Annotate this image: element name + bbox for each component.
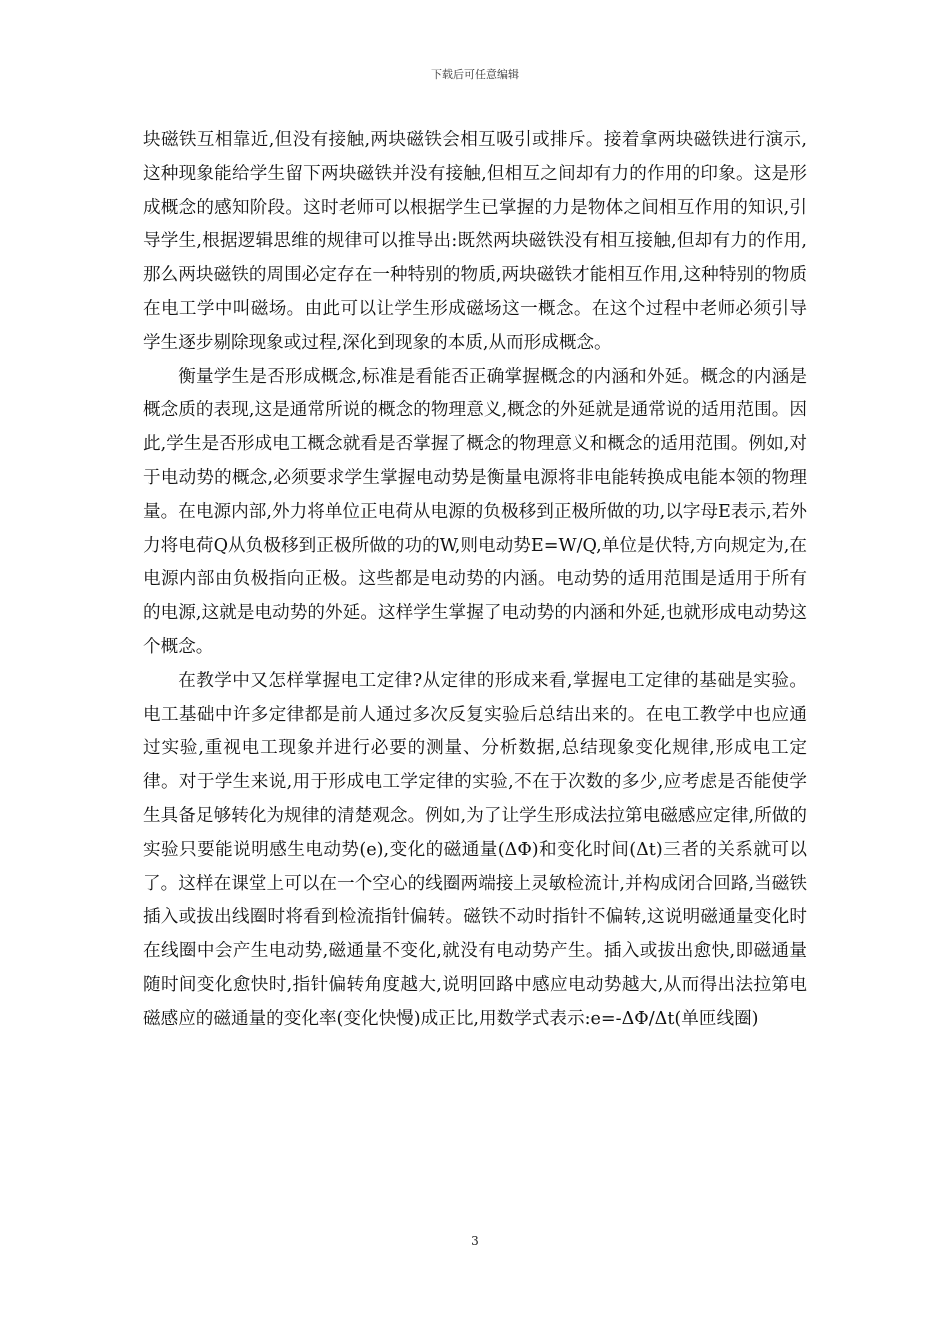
paragraph-continued: 块磁铁互相靠近,但没有接触,两块磁铁会相互吸引或排斥。接着拿两块磁铁进行演示,这种现象能给学生留下两块磁铁并没有接触,但相互之间却有力的作用的印象。这是形成概念的感知阶段。这时老师可以根据学生已掌握的力是物体之间相互作用的知识,引导学生,根据逻辑思维的规律可以推导出:既然两块磁铁没有相互接触,但却有力的作用,那么两块磁铁的周围必定存在一种特别的物质,两块磁铁才能相互作用,这种特别的物质在电工学中叫磁场。由此可以让学生形成磁场这一概念。在这个过程中老师必须引导学生逐步剔除现象或过程,深化到现象的本质,从而形成概念。 — [143, 130, 807, 353]
paragraph-emf-concept: 衡量学生是否形成概念,标准是看能否正确掌握概念的内涵和外延。概念的内涵是概念质的表现,这是通常所说的概念的物理意义,概念的外延就是通常说的适用范围。因此,学生是否形成电工概念就看是否掌握了概念的物理意义和概念的适用范围。例如,对于电动势的概念,必须要求学生掌握电动势是衡量电源将非电能转换成电能本领的物理量。在电源内部,外力将单位正电荷从电源的负极移到正极所做的功,以字母E表示,若外力将电荷Q从负极移到正极所做的功的W,则电动势E=W/Q,单位是伏特,方向规定为,在电源内部由负极指向正极。这些都是电动势的内涵。电动势的适用范围是适用于所有的电源,这就是电动势的外延。这样学生掌握了电动势的内涵和外延,也就形成电动势这个概念。 — [143, 366, 807, 657]
paragraph-electrical-laws: 在教学中又怎样掌握电工定律?从定律的形成来看,掌握电工定律的基础是实验。电工基础中许多定律都是前人通过多次反复实验后总结出来的。在电工教学中也应通过实验,重视电工现象并进行必要的测量、分析数据,总结现象变化规律,形成电工定律。对于学生来说,用于形成电工学定律的实验,不在于次数的多少,应考虑是否能使学生具备足够转化为规律的清楚观念。例如,为了让学生形成法拉第电磁感应定律,所做的实验只要能说明感生电动势(e),变化的磁通量(ΔΦ)和变化时间(Δt)三者的关系就可以了。这样在课堂上可以在一个空心的线圈两端接上灵敏检流计,并构成闭合回路,当磁铁插入或拔出线圈时将看到检流指针偏转。磁铁不动时指针不偏转,这说明磁通量变化时在线圈中会产生电动势,磁通量不变化,就没有电动势产生。插入或拔出愈快,即磁通量随时间变化愈快时,指针偏转角度越大,说明回路中感应电动势越大,从而得出法拉第电磁感应的磁通量的变化率(变化快慢)成正比,用数学式表示:e=-ΔΦ/Δt(单匝线圈) — [143, 670, 807, 1029]
page-number: 3 — [471, 1234, 479, 1248]
document-body — [143, 124, 807, 1037]
page-header: 下载后可任意编辑 — [431, 68, 519, 81]
